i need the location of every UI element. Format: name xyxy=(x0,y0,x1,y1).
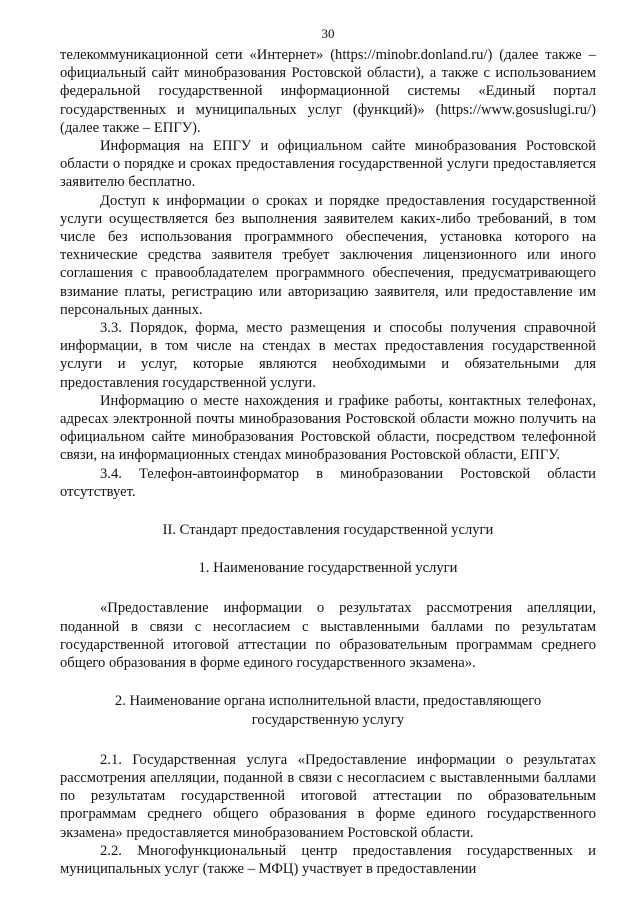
paragraph-2-1: 2.1. Государственная услуга «Предоставление информации о результатах рассмотрения апелляции, поданной в связи с несогласием с выставленными баллами по результатам государственной итоговой аттестации по образовательным программам среднего общего образования в форме единого государственного экзамена» предоставляется минобразованием Ростовской области. xyxy=(60,751,596,841)
paragraph-2-2: 2.2. Многофункциональный центр предоставления государственных и муниципальных услуг (также – МФЦ) участвует в предоставлении xyxy=(60,842,596,877)
paragraph-free-info: Информация на ЕПГУ и официальном сайте минобразования Ростовской области о порядке и сроках предоставления государственной услуги предоставляется заявителю бесплатно. xyxy=(60,138,596,191)
subsection-1-title: 1. Наименование государственной услуги xyxy=(198,560,458,577)
paragraph-access: Доступ к информации о сроках и порядке предоставления государственной услуги осуществляется без выполнения заявителем каких-либо требований, в том числе без использования программного обеспечения, установка которого на технические средства заявителя требует заключения лицензионного или иного соглашения с правообладателем программного обеспечения, предусматривающего взимание платы, регистрацию или авторизацию заявителя, или предоставление им персональных данных. xyxy=(60,192,596,318)
paragraph-3-4: 3.4. Телефон-автоинформатор в минобразовании Ростовской области отсутствует. xyxy=(60,465,596,500)
page-number: 30 xyxy=(321,26,335,41)
document-page xyxy=(60,0,596,905)
section-title: II. Стандарт предоставления государственной услуги xyxy=(162,522,494,539)
subsection-2-title-line1: 2. Наименование органа исполнительной власти, предоставляющего xyxy=(114,693,542,710)
paragraph-contacts: Информацию о месте нахождения и графике работы, контактных телефонах, адресах электронной почты минобразования Ростовской области можно получить на официальном сайте минобразования Ростовской области, посредством телефонной связи, на информационных стендах минобразования Ростовской области, ЕПГУ. xyxy=(60,392,596,464)
service-name-paragraph: «Предоставление информации о результатах рассмотрения апелляции, поданной в связи с несогласием с выставленными баллами по результатам государственной итоговой аттестации по образовательным программам среднего общего образования в форме единого государственного экзамена». xyxy=(60,600,596,672)
document-body xyxy=(60,46,596,878)
subsection-2-title-line2: государственную услугу xyxy=(251,711,405,728)
paragraph-continuation: телекоммуникационной сети «Интернет» (https://minobr.donland.ru/) (далее также – официальный сайт минобразования Ростовской области), а также с использованием федеральной государственной информационной системы «Единый портал государственных и муниципальных услуг (функций)» (https://www.gosuslugi.ru/) (далее также – ЕПГУ). xyxy=(60,47,596,136)
paragraph-3-3: 3.3. Порядок, форма, место размещения и способы получения справочной информации, в том числе на стендах в местах предоставления государственной услуги и услуг, которые являются необходимыми и обязательными для предоставления государственной услуги. xyxy=(60,320,596,391)
